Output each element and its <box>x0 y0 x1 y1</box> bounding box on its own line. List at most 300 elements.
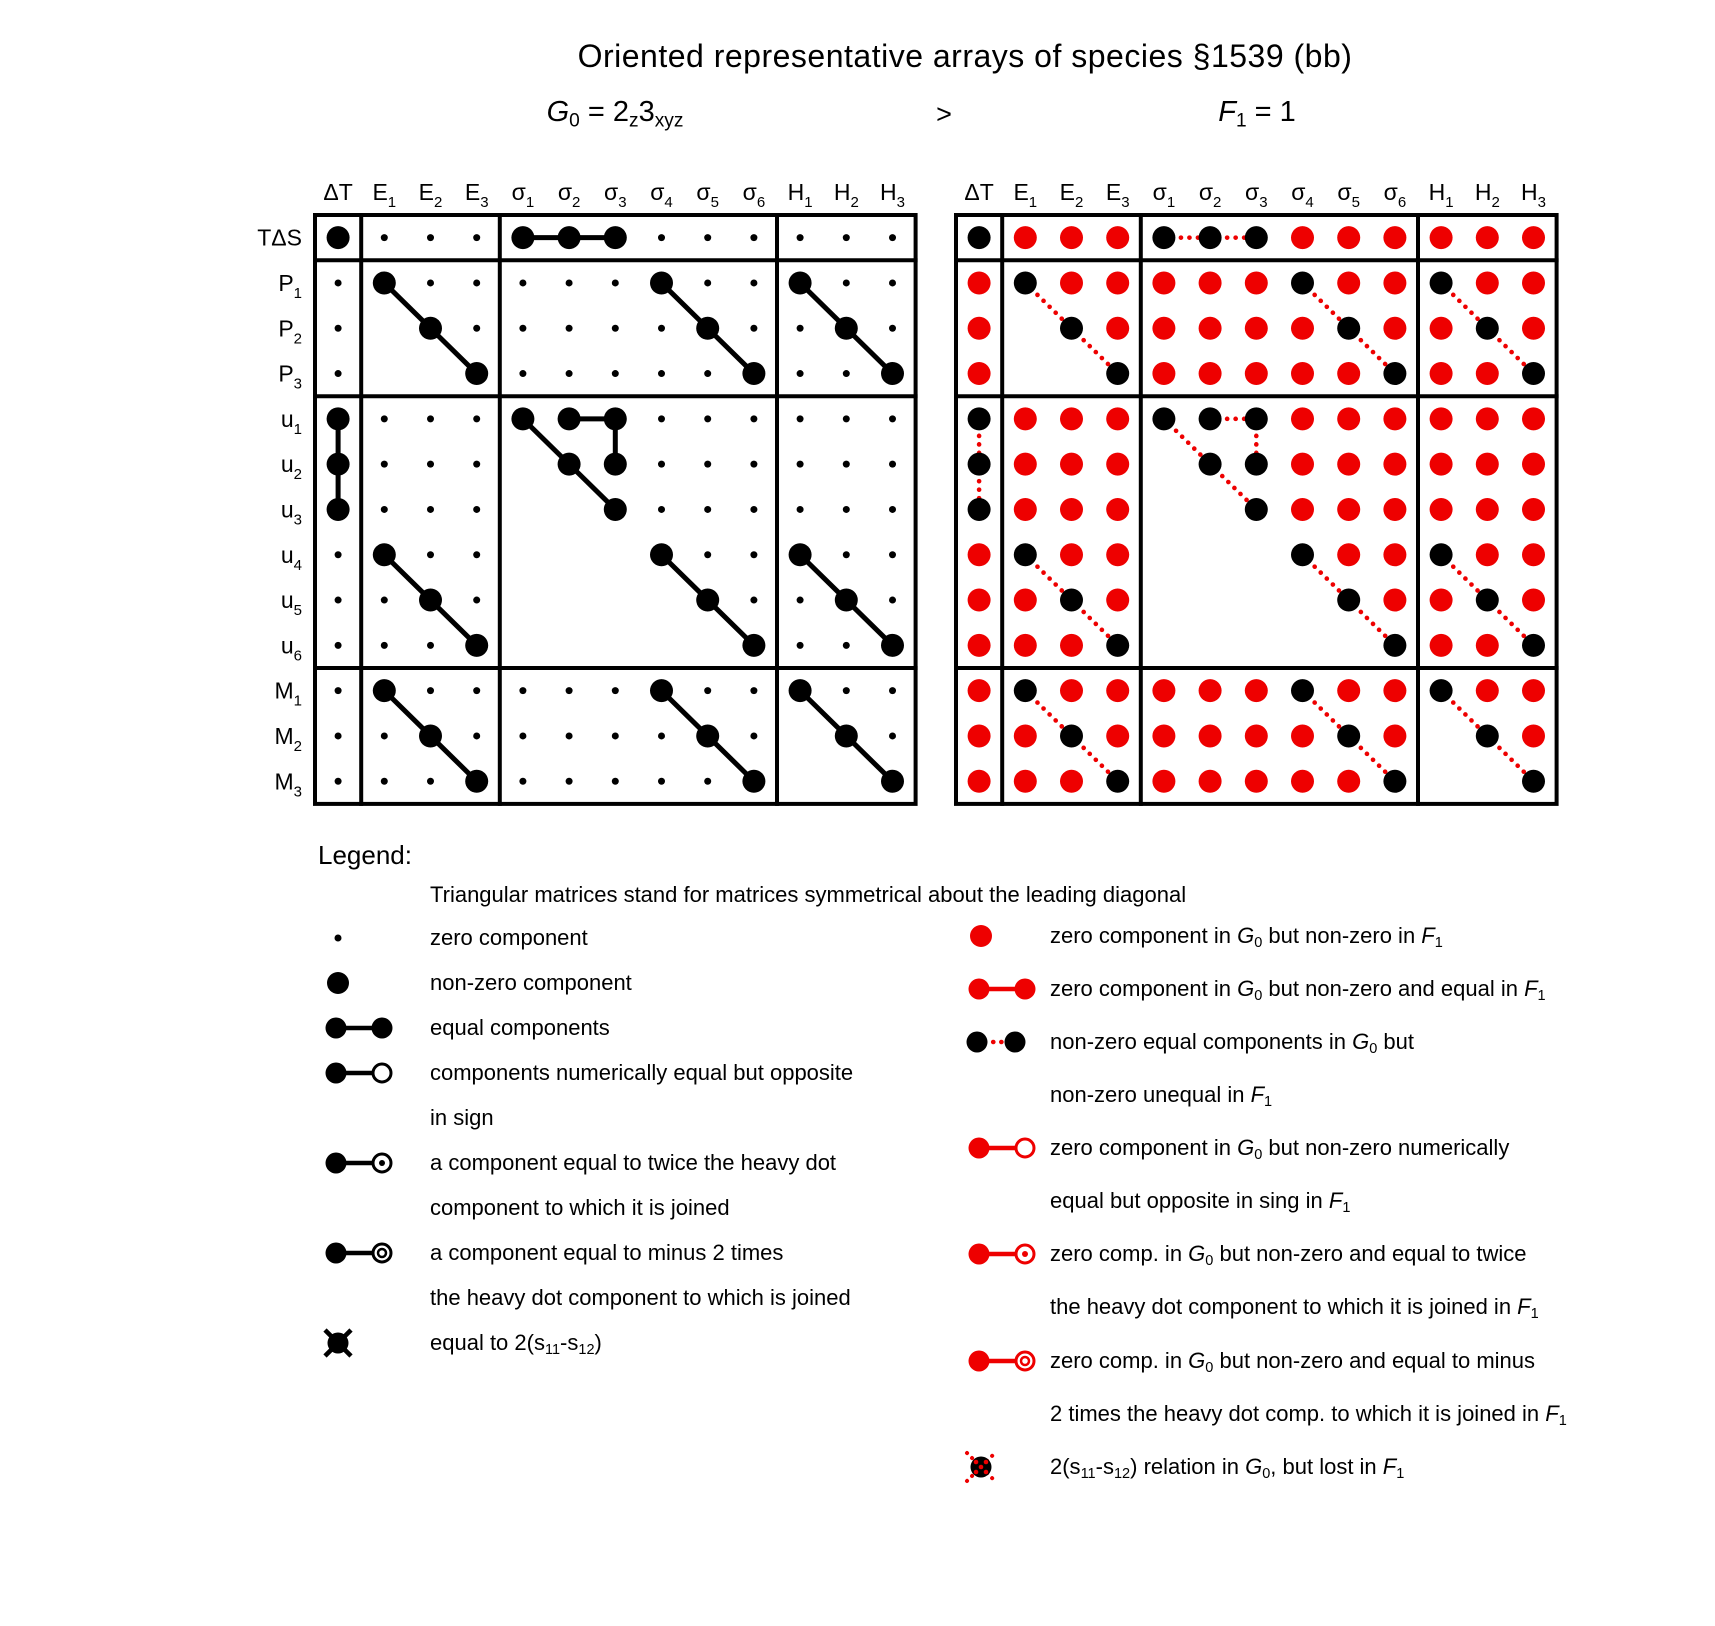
newly-nonzero-component-dot <box>1060 453 1083 476</box>
newly-nonzero-component-dot <box>1245 362 1268 385</box>
newly-nonzero-component-dot <box>1152 362 1175 385</box>
legend-symbol-nonzero-dot <box>320 965 424 1001</box>
zero-component-dot <box>704 687 711 694</box>
zero-component-dot <box>889 234 896 241</box>
newly-nonzero-component-dot <box>1383 226 1406 249</box>
zero-component-dot <box>843 234 850 241</box>
zero-component-dot <box>473 506 480 513</box>
zero-component-dot <box>704 506 711 513</box>
zero-component-dot <box>427 778 434 785</box>
legend-left-column <box>320 915 960 1373</box>
newly-nonzero-component-dot <box>968 770 991 793</box>
nonzero-component-dot <box>1430 271 1453 294</box>
newly-nonzero-component-dot <box>1430 362 1453 385</box>
newly-nonzero-component-dot <box>1199 724 1222 747</box>
zero-component-dot <box>750 732 757 739</box>
nonzero-component-dot <box>373 271 396 294</box>
newly-nonzero-component-dot <box>1522 724 1545 747</box>
zero-component-dot <box>658 461 665 468</box>
newly-nonzero-component-dot <box>1152 317 1175 340</box>
zero-component-dot <box>889 551 896 558</box>
legend-text-line: zero component in $G_0$ but non-zero in $F_1$ <box>1050 923 1443 952</box>
zero-component-dot <box>797 597 804 604</box>
legend-text-line: $2(s_{11}-s_{12})$ relation in $G_0$, but lost in $F_1$ <box>1050 1453 1405 1482</box>
newly-nonzero-component-dot <box>1106 317 1129 340</box>
col-label: $H_1$ <box>1428 179 1454 211</box>
newly-nonzero-component-dot <box>968 634 991 657</box>
newly-nonzero-component-dot <box>1522 679 1545 702</box>
newly-nonzero-component-dot <box>1476 543 1499 566</box>
zero-component-dot <box>335 597 342 604</box>
zero-component-dot <box>519 687 526 694</box>
col-label: $H_3$ <box>1521 179 1546 211</box>
nonzero-component-dot <box>1522 362 1545 385</box>
zero-component-dot <box>797 325 804 332</box>
zero-component-dot <box>427 279 434 286</box>
legend-item <box>320 1050 960 1140</box>
nonzero-component-dot <box>1245 498 1268 521</box>
newly-nonzero-component-dot <box>1014 724 1037 747</box>
legend-item <box>963 1444 1713 1497</box>
nonzero-component-dot <box>650 679 673 702</box>
nonzero-component-dot <box>1060 724 1083 747</box>
row-label: $M_2$ <box>274 722 302 755</box>
zero-component-dot <box>889 597 896 604</box>
zero-component-dot <box>889 279 896 286</box>
newly-nonzero-component-dot <box>1522 453 1545 476</box>
col-label: $\sigma_6$ <box>742 179 766 211</box>
legend-item <box>320 1140 960 1230</box>
nonzero-component-dot <box>419 724 442 747</box>
zero-component-dot <box>612 279 619 286</box>
zero-component-dot <box>704 551 711 558</box>
zero-component-dot <box>843 370 850 377</box>
newly-nonzero-component-dot <box>1430 226 1453 249</box>
legend-note: Triangular matrices stand for matrices symmetrical about the leading diagonal <box>430 882 1187 907</box>
newly-nonzero-component-dot <box>1106 407 1129 430</box>
legend-text-line: zero component in $G_0$ but non-zero and equal in $F_1$ <box>1050 976 1546 1005</box>
legend-right-column <box>963 913 1713 1497</box>
legend-text-line: in sign <box>430 1105 494 1130</box>
nonzero-component-dot <box>1522 634 1545 657</box>
figure-title: Oriented representative arrays of species §1539 (bb) <box>577 38 1353 74</box>
col-label: $\sigma_3$ <box>604 179 627 211</box>
newly-nonzero-component-dot <box>1060 271 1083 294</box>
newly-nonzero-component-dot <box>1245 317 1268 340</box>
legend-heading: Legend: <box>318 840 412 870</box>
nonzero-component-dot <box>604 453 627 476</box>
nonzero-component-dot <box>1383 362 1406 385</box>
newly-nonzero-component-dot <box>968 317 991 340</box>
newly-nonzero-component-dot <box>1291 770 1314 793</box>
zero-component-dot <box>797 642 804 649</box>
nonzero-component-dot <box>373 543 396 566</box>
nonzero-component-dot <box>465 362 488 385</box>
newly-nonzero-component-dot <box>1476 498 1499 521</box>
legend-symbol-minus2-pair <box>320 1235 424 1271</box>
newly-nonzero-component-dot <box>1291 498 1314 521</box>
nonzero-component-dot <box>742 362 765 385</box>
zero-component-dot <box>889 687 896 694</box>
col-label: $H_3$ <box>880 179 905 211</box>
newly-nonzero-component-dot <box>1337 770 1360 793</box>
nonzero-component-dot <box>1383 634 1406 657</box>
newly-nonzero-component-dot <box>1014 453 1037 476</box>
newly-nonzero-component-dot <box>968 679 991 702</box>
legend-text-line: components numerically equal but opposite <box>430 1060 854 1085</box>
newly-nonzero-component-dot <box>1337 271 1360 294</box>
nonzero-component-dot <box>558 453 581 476</box>
newly-nonzero-component-dot <box>1383 543 1406 566</box>
newly-nonzero-component-dot <box>1014 634 1037 657</box>
newly-nonzero-component-dot <box>1106 498 1129 521</box>
zero-component-dot <box>335 642 342 649</box>
col-label: $\sigma_4$ <box>1291 179 1314 211</box>
zero-component-dot <box>797 506 804 513</box>
nonzero-component-dot <box>604 226 627 249</box>
legend-text-line: a component equal to twice the heavy dot <box>430 1150 837 1175</box>
nonzero-component-dot <box>1106 634 1129 657</box>
newly-nonzero-component-dot <box>1060 543 1083 566</box>
zero-component-dot <box>889 732 896 739</box>
newly-nonzero-component-dot <box>1014 589 1037 612</box>
newly-nonzero-component-dot <box>1337 453 1360 476</box>
legend-text-line: non-zero component <box>430 970 632 995</box>
row-label: $P_2$ <box>278 315 302 348</box>
nonzero-component-dot <box>835 589 858 612</box>
zero-component-dot <box>658 415 665 422</box>
nonzero-component-dot <box>1291 679 1314 702</box>
matrices-figure <box>0 150 1715 830</box>
nonzero-component-dot <box>789 271 812 294</box>
legend-text-line: a component equal to minus 2 times <box>430 1240 784 1265</box>
legend-text-line: zero component <box>430 925 588 950</box>
legend-text-line: zero comp. in $G_0$ but non-zero and equal to minus <box>1050 1347 1536 1376</box>
nonzero-component-dot <box>1476 317 1499 340</box>
nonzero-component-dot <box>742 770 765 793</box>
zero-component-dot <box>704 279 711 286</box>
row-label: TΔS <box>257 224 302 251</box>
nonzero-component-dot <box>968 498 991 521</box>
newly-nonzero-component-dot <box>1291 407 1314 430</box>
newly-nonzero-component-dot <box>1337 679 1360 702</box>
zero-component-dot <box>427 506 434 513</box>
legend-text-line: component to which it is joined <box>430 1195 730 1220</box>
g0-formula: $G_0 = 2_z3_{xyz}$ <box>546 96 684 132</box>
newly-nonzero-component-dot <box>1476 453 1499 476</box>
newly-nonzero-component-dot <box>1291 724 1314 747</box>
newly-nonzero-component-dot <box>1245 679 1268 702</box>
zero-component-dot <box>843 642 850 649</box>
legend-text-line: zero comp. in $G_0$ but non-zero and equal to twice <box>1050 1241 1527 1270</box>
legend-text-line: equal to $2(s_{11}-s_{12})$ <box>430 1330 602 1359</box>
legend-item <box>320 960 960 1005</box>
newly-nonzero-component-dot <box>968 543 991 566</box>
nonzero-component-dot <box>511 407 534 430</box>
zero-component-dot <box>843 279 850 286</box>
legend-text-line: equal but opposite in sing in $F_1$ <box>1050 1188 1351 1217</box>
col-label: $\sigma_6$ <box>1383 179 1407 211</box>
nonzero-component-dot <box>465 770 488 793</box>
nonzero-component-dot <box>604 407 627 430</box>
newly-nonzero-component-dot <box>1245 770 1268 793</box>
newly-nonzero-component-dot <box>1152 679 1175 702</box>
legend-item <box>963 966 1713 1019</box>
zero-component-dot <box>381 778 388 785</box>
nonzero-component-dot <box>1060 589 1083 612</box>
newly-nonzero-component-dot <box>1383 271 1406 294</box>
newly-nonzero-component-dot <box>1476 407 1499 430</box>
zero-component-dot <box>797 234 804 241</box>
legend-text-line: 2 times the heavy dot comp. to which it is joined in $F_1$ <box>1050 1400 1567 1429</box>
zero-component-dot <box>566 732 573 739</box>
zero-component-dot <box>704 461 711 468</box>
newly-nonzero-component-dot <box>1199 679 1222 702</box>
zero-component-dot <box>843 506 850 513</box>
zero-component-dot <box>473 234 480 241</box>
nonzero-component-dot <box>696 724 719 747</box>
newly-nonzero-component-dot <box>1337 543 1360 566</box>
nonzero-component-dot <box>511 226 534 249</box>
col-label: ΔT <box>323 179 353 205</box>
zero-component-dot <box>704 234 711 241</box>
zero-component-dot <box>335 732 342 739</box>
nonzero-component-dot <box>373 679 396 702</box>
newly-nonzero-component-dot <box>1383 679 1406 702</box>
col-label: $E_3$ <box>1105 179 1130 211</box>
zero-component-dot <box>381 642 388 649</box>
zero-component-dot <box>566 778 573 785</box>
legend-item <box>963 913 1713 966</box>
newly-nonzero-component-dot <box>1014 770 1037 793</box>
zero-component-dot <box>797 415 804 422</box>
nonzero-component-dot <box>1245 407 1268 430</box>
zero-component-dot <box>335 687 342 694</box>
legend-text-line: non-zero unequal in $F_1$ <box>1050 1082 1273 1111</box>
nonzero-component-dot <box>327 498 350 521</box>
zero-component-dot <box>335 551 342 558</box>
nonzero-component-dot <box>1291 271 1314 294</box>
zero-component-dot <box>427 551 434 558</box>
newly-nonzero-component-dot <box>1291 226 1314 249</box>
zero-component-dot <box>473 415 480 422</box>
row-label: $u_5$ <box>280 587 302 620</box>
zero-component-dot <box>427 687 434 694</box>
newly-nonzero-component-dot <box>1106 679 1129 702</box>
zero-component-dot <box>612 732 619 739</box>
nonzero-component-dot <box>881 634 904 657</box>
zero-component-dot <box>427 642 434 649</box>
zero-component-dot <box>381 415 388 422</box>
nonzero-component-dot <box>1522 770 1545 793</box>
zero-component-dot <box>658 506 665 513</box>
zero-component-dot <box>335 279 342 286</box>
newly-nonzero-component-dot <box>1060 226 1083 249</box>
row-label: $u_4$ <box>280 541 302 574</box>
newly-nonzero-component-dot <box>1337 362 1360 385</box>
nonzero-component-dot <box>327 453 350 476</box>
zero-component-dot <box>473 687 480 694</box>
zero-component-dot <box>750 234 757 241</box>
newly-nonzero-component-dot <box>1383 453 1406 476</box>
zero-component-dot <box>704 370 711 377</box>
zero-component-dot <box>889 325 896 332</box>
col-label: $\sigma_3$ <box>1245 179 1268 211</box>
nonzero-component-dot <box>1199 226 1222 249</box>
nonzero-component-dot <box>1476 724 1499 747</box>
nonzero-component-dot <box>835 724 858 747</box>
col-label: $E_1$ <box>1013 179 1038 211</box>
zero-component-dot <box>750 325 757 332</box>
nonzero-component-dot <box>604 498 627 521</box>
row-label: $P_1$ <box>278 269 302 302</box>
zero-component-dot <box>335 778 342 785</box>
nonzero-component-dot <box>696 317 719 340</box>
nonzero-component-dot <box>1152 226 1175 249</box>
col-label: $\sigma_1$ <box>1152 179 1176 211</box>
zero-component-dot <box>519 370 526 377</box>
newly-nonzero-component-dot <box>968 589 991 612</box>
col-label: $H_2$ <box>833 179 859 211</box>
nonzero-component-dot <box>1430 679 1453 702</box>
nonzero-component-dot <box>1060 317 1083 340</box>
nonzero-component-dot <box>1199 407 1222 430</box>
nonzero-component-dot <box>650 543 673 566</box>
nonzero-component-dot <box>968 407 991 430</box>
row-label: $P_3$ <box>278 360 302 393</box>
nonzero-component-dot <box>1337 724 1360 747</box>
zero-component-dot <box>658 325 665 332</box>
newly-nonzero-component-dot <box>1060 679 1083 702</box>
legend-text-line: equal components <box>430 1015 610 1040</box>
newly-nonzero-component-dot <box>1430 317 1453 340</box>
col-label: $\sigma_2$ <box>1198 179 1222 211</box>
col-label: $\sigma_2$ <box>557 179 581 211</box>
zero-component-dot <box>797 370 804 377</box>
zero-component-dot <box>566 279 573 286</box>
newly-nonzero-component-dot <box>1106 543 1129 566</box>
newly-nonzero-component-dot <box>1199 770 1222 793</box>
newly-nonzero-component-dot <box>1060 498 1083 521</box>
newly-nonzero-component-dot <box>1337 226 1360 249</box>
newly-nonzero-component-dot <box>1060 770 1083 793</box>
nonzero-component-dot <box>558 407 581 430</box>
newly-nonzero-component-dot <box>1383 498 1406 521</box>
zero-component-dot <box>750 461 757 468</box>
nonzero-component-dot <box>789 543 812 566</box>
nonzero-component-dot <box>696 589 719 612</box>
zero-component-dot <box>612 325 619 332</box>
newly-nonzero-component-dot <box>1522 407 1545 430</box>
legend-symbol-zero-dot <box>320 920 424 956</box>
newly-nonzero-component-dot <box>1476 679 1499 702</box>
legend-item <box>320 1005 960 1050</box>
newly-nonzero-component-dot <box>1383 589 1406 612</box>
newly-nonzero-component-dot <box>1522 317 1545 340</box>
newly-nonzero-component-dot <box>1522 226 1545 249</box>
comparator-symbol: > <box>936 99 952 129</box>
zero-component-dot <box>750 506 757 513</box>
legend-text-line: the heavy dot component to which is joined <box>430 1285 851 1310</box>
nonzero-component-dot <box>968 226 991 249</box>
zero-component-dot <box>704 778 711 785</box>
zero-component-dot <box>843 687 850 694</box>
zero-component-dot <box>750 687 757 694</box>
newly-nonzero-component-dot <box>1060 634 1083 657</box>
newly-nonzero-component-dot <box>1522 498 1545 521</box>
legend-text-line: non-zero equal components in $G_0$ but <box>1050 1029 1414 1058</box>
legend-symbol-x-dot <box>320 1325 424 1361</box>
newly-nonzero-component-dot <box>1291 453 1314 476</box>
col-label: $\sigma_5$ <box>696 179 719 211</box>
zero-component-dot <box>519 778 526 785</box>
legend-item <box>320 1230 960 1320</box>
nonzero-component-dot <box>881 770 904 793</box>
nonzero-component-dot <box>1199 453 1222 476</box>
newly-nonzero-component-dot <box>1014 498 1037 521</box>
newly-nonzero-component-dot <box>1106 226 1129 249</box>
nonzero-component-dot <box>1337 589 1360 612</box>
zero-component-dot <box>473 461 480 468</box>
newly-nonzero-component-dot <box>1014 226 1037 249</box>
legend-symbol-twice-pair <box>320 1145 424 1181</box>
zero-component-dot <box>335 325 342 332</box>
newly-nonzero-component-dot <box>1199 317 1222 340</box>
newly-nonzero-component-dot <box>1152 271 1175 294</box>
row-label: $u_6$ <box>280 632 302 665</box>
newly-nonzero-component-dot <box>1430 589 1453 612</box>
zero-component-dot <box>381 506 388 513</box>
newly-nonzero-component-dot <box>1060 407 1083 430</box>
nonzero-component-dot <box>789 679 812 702</box>
row-label: $u_1$ <box>280 405 302 438</box>
row-label: $u_2$ <box>280 451 302 484</box>
newly-nonzero-component-dot <box>1430 453 1453 476</box>
newly-nonzero-component-dot <box>1106 453 1129 476</box>
nonzero-component-dot <box>327 407 350 430</box>
nonzero-component-dot <box>1106 770 1129 793</box>
zero-component-dot <box>335 370 342 377</box>
newly-nonzero-component-dot <box>1522 271 1545 294</box>
nonzero-component-dot <box>1014 679 1037 702</box>
newly-nonzero-component-dot <box>968 362 991 385</box>
zero-component-dot <box>612 687 619 694</box>
newly-nonzero-component-dot <box>1106 589 1129 612</box>
row-label: $M_1$ <box>274 677 302 710</box>
zero-component-dot <box>381 461 388 468</box>
nonzero-component-dot <box>419 317 442 340</box>
nonzero-component-dot <box>1014 271 1037 294</box>
legend-item <box>963 1231 1713 1337</box>
newly-nonzero-component-dot <box>1383 317 1406 340</box>
newly-nonzero-component-dot <box>1476 634 1499 657</box>
newly-nonzero-component-dot <box>968 271 991 294</box>
zero-component-dot <box>658 370 665 377</box>
newly-nonzero-component-dot <box>1383 407 1406 430</box>
nonzero-component-dot <box>327 226 350 249</box>
col-label: $H_1$ <box>787 179 813 211</box>
col-label: $\sigma_5$ <box>1337 179 1360 211</box>
newly-nonzero-component-dot <box>1476 271 1499 294</box>
nonzero-component-dot <box>1014 543 1037 566</box>
col-label: $E_3$ <box>464 179 489 211</box>
newly-nonzero-component-dot <box>1245 271 1268 294</box>
zero-component-dot <box>889 461 896 468</box>
zero-component-dot <box>889 506 896 513</box>
zero-component-dot <box>519 279 526 286</box>
legend-text-line: the heavy dot component to which it is joined in $F_1$ <box>1050 1294 1539 1323</box>
legend-item <box>963 1019 1713 1125</box>
